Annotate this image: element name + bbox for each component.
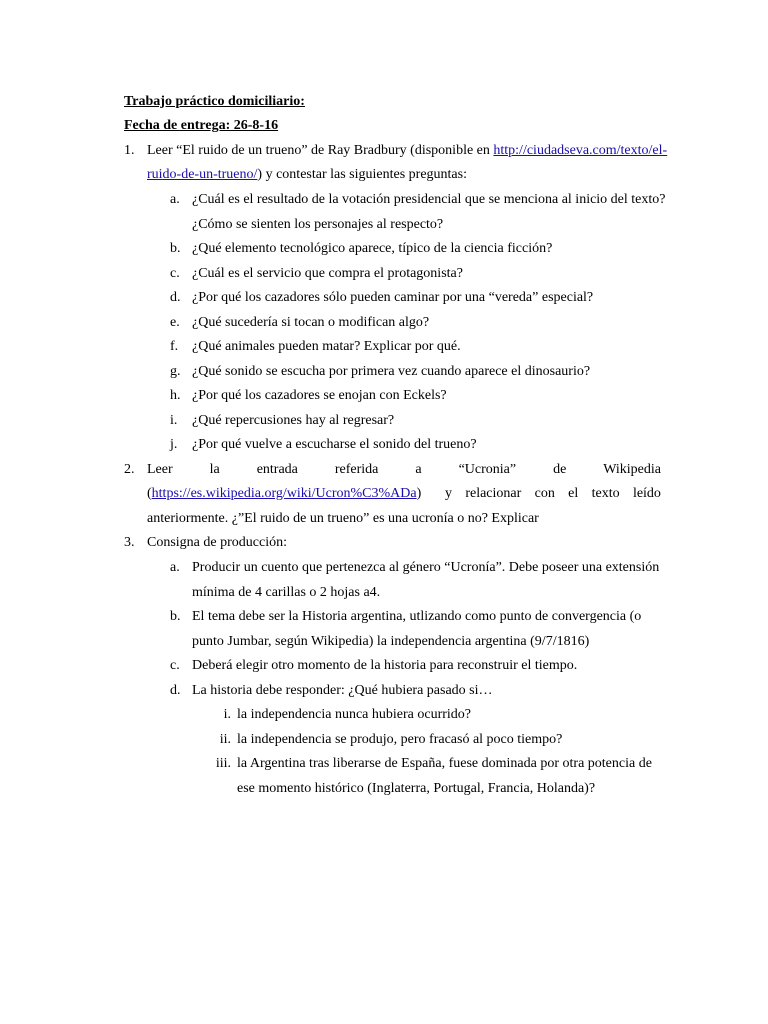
item-2-word: Wikipedia (603, 462, 661, 477)
item-1-line-1 (147, 139, 667, 164)
question-letter: f. (170, 339, 179, 354)
item-2-line-2 (445, 482, 661, 507)
roman-item-text: la independencia nunca hubiera ocurrido? (237, 707, 472, 722)
item-3-title: Consigna de producción: (147, 535, 287, 550)
item-3-number: 3. (124, 535, 135, 550)
question-text: ¿Por qué vuelve a escucharse el sonido del trueno? (192, 437, 477, 452)
question-letter: e. (170, 314, 180, 330)
roman-numeral: ii. (219, 731, 231, 747)
due-date: Fecha de entrega: 26-8-16 (124, 118, 279, 133)
question-text: ¿Qué elemento tecnológico aparece, típico de la ciencia ficción? (192, 241, 553, 256)
item-2-line-1 (147, 458, 661, 483)
question-text: ¿Por qué los cazadores se enojan con Eckels? (192, 388, 447, 403)
subitem-text: Producir un cuento que pertenezca al género “Ucronía”. Debe poseer una extensión (192, 560, 660, 575)
subitem-text: punto Jumbar, según Wikipedia) la independencia argentina (9/7/1816) (192, 633, 590, 649)
item-2-line-3: anteriormente. ¿”El ruido de un trueno” es una ucronía o no? Explicar (147, 511, 539, 526)
subitem-text: mínima de 4 carillas o 2 hojas a4. (192, 584, 381, 600)
question-letter: g. (170, 363, 181, 379)
subitem-letter: a. (170, 560, 180, 575)
question-letter: c. (170, 265, 180, 281)
item-2-paren-open: ( (147, 486, 152, 501)
question-text: ¿Qué sonido se escucha por primera vez cuando aparece el dinosaurio? (192, 363, 591, 379)
item-2-word: con (534, 486, 555, 501)
question-text: ¿Qué sucedería si tocan o modifican algo? (192, 314, 430, 330)
subitem-letter: d. (170, 682, 181, 698)
item-2-word: relacionar (465, 486, 522, 501)
subitem-text: Deberá elegir otro momento de la historia para reconstruir el tiempo. (192, 658, 578, 673)
question-letter: j. (170, 437, 178, 452)
question-letter: a. (170, 192, 180, 207)
item-2-word: “Ucronia” (458, 462, 517, 477)
subitem-letter: b. (170, 609, 181, 624)
document-title: Trabajo práctico domiciliario: (124, 94, 305, 109)
item-1-intro-text: Leer “El ruido de un trueno” de Ray Bradbury (disponible en (147, 143, 494, 158)
item-2-word: el (568, 486, 579, 501)
item-2-word: de (553, 462, 567, 477)
question-text: ¿Cuál es el servicio que compra el protagonista? (192, 265, 463, 281)
item-2-word: entrada (256, 462, 298, 477)
item-1-number: 1. (124, 143, 135, 158)
question-letter: h. (170, 388, 181, 403)
item-2-word: texto (591, 486, 620, 501)
question-text: ¿Cómo se sienten los personajes al respecto? (192, 216, 444, 232)
roman-item-text: la independencia se produjo, pero fracasó al poco tiempo? (237, 731, 563, 747)
question-text: ¿Qué animales pueden matar? Explicar por qué. (192, 339, 461, 354)
roman-item-text: ese momento histórico (Inglaterra, Portugal, Francia, Holanda)? (237, 780, 596, 796)
question-letter: d. (170, 290, 181, 305)
wikipedia-ucronia-link[interactable]: https://es.wikipedia.org/wiki/Ucron%C3%ADa (151, 486, 417, 501)
item-2-word: y (445, 486, 452, 501)
roman-item-text: la Argentina tras liberarse de España, fuese dominada por otra potencia de (237, 756, 652, 771)
item-2-link-line (147, 482, 421, 507)
item-1-continuation-text: ) y contestar las siguientes preguntas: (257, 167, 467, 182)
subitem-letter: c. (170, 658, 180, 673)
item-2-word: la (209, 462, 220, 477)
roman-numeral: iii. (215, 756, 231, 771)
question-text: ¿Por qué los cazadores sólo pueden caminar por una “vereda” especial? (192, 290, 594, 305)
item-2-number: 2. (124, 462, 135, 477)
question-letter: i. (170, 412, 178, 428)
question-letter: b. (170, 241, 181, 256)
ciudadseva-link-part-2[interactable]: ruido-de-un-trueno/ (147, 167, 258, 182)
roman-numeral: i. (223, 707, 231, 722)
item-2-word: Leer (147, 462, 173, 477)
item-1-line-2 (147, 163, 467, 188)
item-2-word: referida (334, 462, 379, 477)
subitem-text: La historia debe responder: ¿Qué hubiera pasado si… (192, 682, 493, 698)
question-text: ¿Cuál es el resultado de la votación presidencial que se menciona al inicio del texto? (192, 192, 666, 207)
item-2-word: a (415, 462, 422, 477)
ciudadseva-link-part-1[interactable]: http://ciudadseva.com/texto/el- (493, 143, 668, 158)
item-2-word: leído (632, 486, 661, 501)
question-text: ¿Qué repercusiones hay al regresar? (192, 412, 395, 428)
item-2-paren-close: ) (416, 486, 422, 501)
subitem-text: El tema debe ser la Historia argentina, utlizando como punto de convergencia (o (192, 609, 642, 624)
